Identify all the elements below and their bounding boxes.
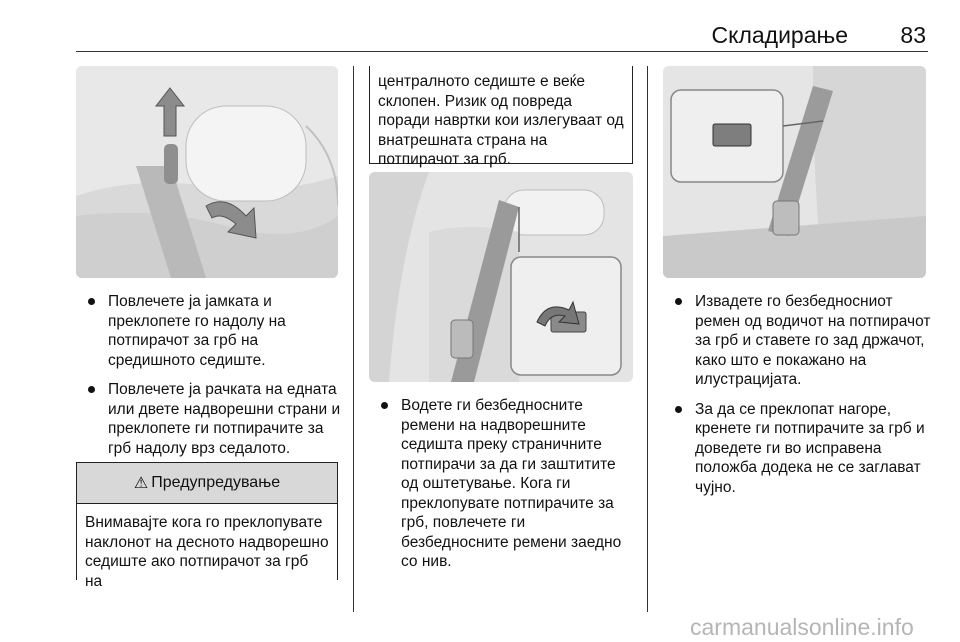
watermark: carmanualsonline.info [690, 614, 914, 640]
header-divider [76, 51, 928, 52]
column-divider-2 [647, 66, 648, 612]
bullet-icon [88, 298, 95, 305]
list-item: Повлечете ја рачката на едната или двете надворешни страни и преклопете ги потпирачите за грб надолу врз седалото. [76, 380, 344, 458]
warning-box [76, 462, 338, 590]
bullet-list-col3 [663, 292, 931, 507]
bullet-list-col1 [76, 292, 344, 468]
warning-header [77, 463, 337, 504]
warning-triangle-icon: ⚠ [133, 475, 149, 492]
list-item: За да се преклопат нагоре, кренете ги потпирачите за грб и доведете ги во исправена положба додека не се заглават чујно. [663, 400, 931, 498]
figure-belt-holder [663, 66, 926, 278]
page-title: Складирање [711, 22, 848, 48]
figure-belt-guide [369, 172, 633, 382]
bullet-icon [381, 402, 388, 409]
warning-text: Внимавајте кога го преклопувате наклонот на десното надворешно седиште ако потпирачот за грб на [85, 514, 329, 590]
warning-box-continued: централното седиште е веќе склопен. Ризик од повреда поради навртки кои излегуваат од внатрешната страна на потпирачот за грб. [369, 66, 633, 164]
page-number: 83 [900, 22, 926, 48]
list-item: Водете ги безбедносните ремени на надворешните седишта преку страничните потпирачи за да ги заштитите од оштетување. Кога ги преклопувате потпирачите за грб, повлечете ги безбедносните ремени заедно со нив. [369, 396, 637, 572]
column-divider-1 [353, 66, 354, 612]
bullet-icon [675, 298, 682, 305]
bullet-icon [675, 406, 682, 413]
warning-title: Предупредување [151, 474, 281, 491]
bullet-icon [88, 386, 95, 393]
list-item: Повлечете ја јамката и преклопете го надолу на потпирачот за грб на средишното седиште. [76, 292, 344, 370]
figure-headrest-fold [76, 66, 338, 278]
bullet-list-col2 [369, 396, 637, 582]
list-item: Извадете го безбедносниот ремен од водичот на потпирачот за грб и ставете го зад држачот, како што е покажано на илустрацијата. [663, 292, 931, 390]
